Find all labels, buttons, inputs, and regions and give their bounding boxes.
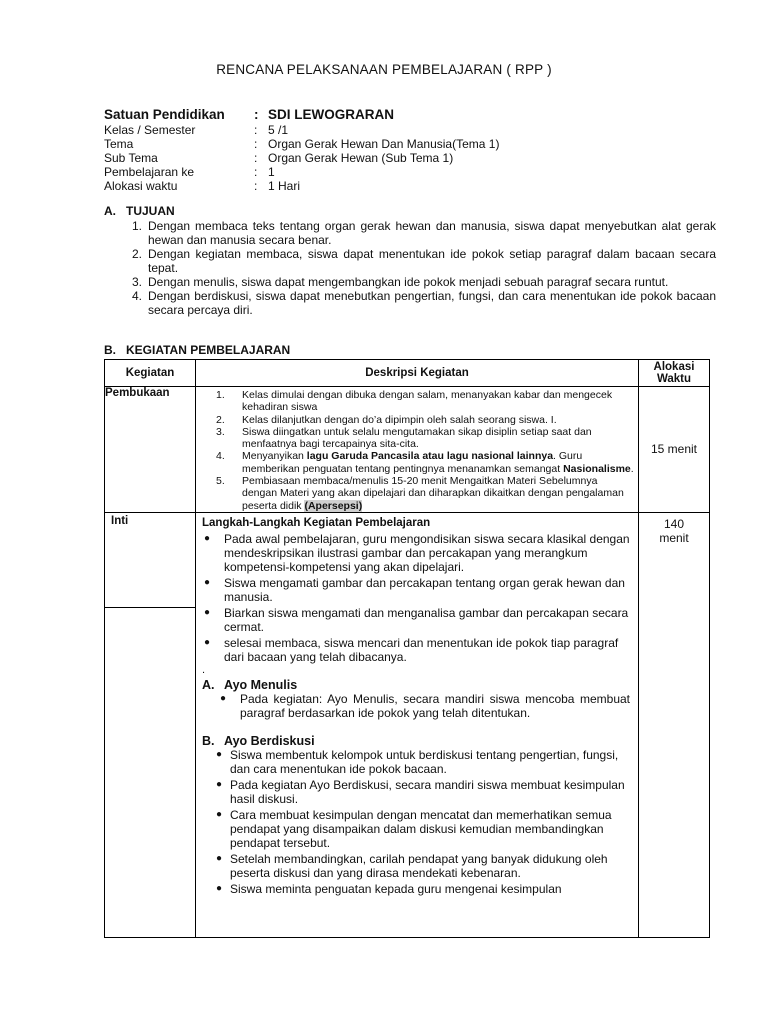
list-item [202, 532, 630, 574]
identity-colon: : [254, 179, 258, 193]
section-title: TUJUAN [126, 204, 175, 218]
section-title: KEGIATAN PEMBELAJARAN [126, 343, 291, 357]
text-run: Menyanyikan [242, 450, 307, 463]
identity-colon: : [254, 165, 258, 179]
list-item [104, 289, 716, 317]
identity-row [104, 137, 499, 151]
bullet-icon: ● [216, 808, 223, 820]
inti-heading: Langkah-Langkah Kegiatan Pembelajaran [202, 516, 431, 529]
stray-dot: . [202, 663, 206, 676]
list-number: 2. [131, 247, 142, 261]
list-item [216, 414, 634, 426]
list-item [202, 808, 630, 850]
list-item [216, 475, 634, 512]
duration-cell: 15 menit [639, 387, 710, 513]
list-text: Kelas dilanjutkan dengan do’a dipimpin oleh salah seorang siswa. I. [242, 413, 557, 426]
table-row-pembukaan [105, 387, 710, 513]
subsection-title: Ayo Menulis [224, 677, 298, 692]
list-item [104, 275, 716, 289]
list-text: Dengan kegiatan membaca, siswa dapat menentukan ide pokok setiap paragraf dalam bacaan secara tepat. [148, 247, 716, 275]
text-run: Pembiasaan membaca/menulis 15-20 menit Mengaitkan Materi Sebelumnya dengan Materi yang akan dipelajari dan diharapkan dikaitkan dengan pengalaman peserta didik [242, 475, 624, 512]
list-number: 5. [216, 475, 225, 488]
list-text: Cara membuat kesimpulan dengan mencatat dan memerhatikan semua pendapat yang disampaikan dalam diskusi kemudian membandingkan pendapat tersebut. [230, 807, 612, 850]
list-text [242, 450, 634, 475]
list-text: Siswa diingatkan untuk selalu mengutamakan sikap disiplin setiap saat dan menfaatnya bagi tercapainya sita-cita. [242, 425, 592, 451]
identity-key: Kelas / Semester [104, 123, 196, 137]
identity-value: Organ Gerak Hewan Dan Manusia(Tema 1) [268, 137, 500, 151]
inti-description [196, 512, 639, 937]
bullet-icon: ● [204, 532, 211, 544]
row-label: Pembukaan [105, 387, 196, 513]
identity-row [104, 123, 499, 137]
list-item [202, 606, 630, 634]
cell-divider [105, 607, 195, 608]
list-number: 3. [131, 275, 142, 289]
list-text: Pada awal pembelajaran, guru mengondisikan siswa secara klasikal dengan mendeskripsikan ilustrasi gambar dan percakapan yang merangkum kompetensi-kompetensi yang akan dipelajari. [224, 531, 630, 574]
identity-colon: : [254, 107, 259, 122]
column-header: Kegiatan [105, 360, 196, 387]
row-label: Inti [111, 514, 129, 527]
identity-key: Satuan Pendidikan [104, 107, 225, 122]
list-number: 4. [216, 450, 225, 463]
column-header: Deskripsi Kegiatan [196, 360, 639, 387]
list-text: Setelah membandingkan, carilah pendapat yang banyak didukung oleh peserta diskusi dan yang dirasa mendekati kebenaran. [230, 851, 608, 880]
subsection-heading [202, 734, 630, 748]
list-text: Kelas dimulai dengan dibuka dengan salam, menanyakan kabar dan mengecek kehadiran siswa [242, 389, 613, 414]
column-header: Alokasi Waktu [639, 360, 710, 387]
row-label-cell [105, 512, 196, 937]
identity-key: Pembelajaran ke [104, 165, 195, 179]
text-run: . Guru memberikan penguatan tentang pentingnya menanamkan semangat [242, 450, 583, 475]
text-run: . [630, 462, 634, 475]
list-item [104, 219, 716, 247]
list-item [216, 426, 634, 451]
identity-block [104, 107, 499, 193]
list-item [202, 692, 630, 720]
identity-colon: : [254, 151, 258, 165]
identity-key: Alokasi waktu [104, 179, 178, 193]
list-item [202, 882, 630, 896]
section-letter: A. [104, 204, 116, 218]
identity-row [104, 179, 499, 193]
kegiatan-table [104, 359, 710, 938]
duration-cell [639, 512, 710, 937]
bullet-icon: ● [220, 692, 227, 704]
list-item [202, 852, 630, 880]
list-item [216, 450, 634, 475]
identity-value: SDI LEWOGRARAN [268, 107, 394, 122]
duration-text: 140 menit [659, 516, 689, 545]
list-text: Dengan membaca teks tentang organ gerak hewan dan manusia, siswa dapat menyebutkan alat gerak hewan dan manusia secara benar. [148, 219, 716, 247]
identity-key: Sub Tema [104, 151, 158, 165]
identity-value: 5 /1 [268, 123, 289, 137]
list-text: Pada kegiatan Ayo Berdiskusi, secara mandiri siswa membuat kesimpulan hasil diskusi. [230, 777, 625, 806]
section-heading-tujuan [104, 204, 175, 218]
list-number: 1. [216, 389, 225, 401]
table-row-inti [105, 512, 710, 937]
identity-row [104, 107, 499, 123]
list-text: Siswa mengamati gambar dan percakapan tentang organ gerak hewan dan manusia. [224, 575, 625, 604]
list-text [242, 475, 634, 512]
list-text: Pada kegiatan: Ayo Menulis, secara mandiri siswa mencoba membuat paragraf berdasarkan ide pokok yang telah ditentukan. [240, 691, 630, 720]
bullet-icon: ● [204, 636, 211, 648]
list-number: 4. [131, 289, 142, 303]
bold-text: lagu Garuda Pancasila atau lagu nasional lainnya [306, 450, 554, 463]
section-heading-kegiatan [104, 343, 290, 357]
pembukaan-description [196, 387, 639, 513]
bold-text: Nasionalisme [563, 462, 631, 475]
list-text: Biarkan siswa mengamati dan menganalisa gambar dan percakapan secara cermat. [224, 605, 629, 634]
list-item [216, 389, 634, 414]
bullet-icon: ● [204, 576, 211, 588]
identity-key: Tema [104, 137, 134, 151]
section-letter: B. [104, 343, 116, 357]
list-number: 3. [216, 425, 225, 438]
bullet-icon: ● [216, 882, 223, 894]
list-text: Siswa meminta penguatan kepada guru mengenai kesimpulan [230, 881, 562, 896]
list-item [202, 778, 630, 806]
list-item [104, 247, 716, 275]
document-title: RENCANA PELAKSANAAN PEMBELAJARAN ( RPP ) [216, 62, 552, 77]
bullet-icon: ● [216, 852, 223, 864]
list-item [202, 636, 630, 664]
list-text: selesai membaca, siswa mencari dan menentukan ide pokok tiap paragraf dari bacaan yang telah dibacanya. [224, 635, 619, 664]
subsection-title: Ayo Berdiskusi [224, 733, 315, 748]
table-header-row [105, 360, 710, 387]
list-text: Dengan menulis, siswa dapat mengembangkan ide pokok menjadi sebuah paragraf secara runtut. [148, 275, 669, 289]
identity-colon: : [254, 123, 258, 137]
list-number: 1. [131, 219, 142, 233]
identity-value: 1 [268, 165, 275, 179]
list-item [202, 748, 630, 776]
list-item [202, 576, 630, 604]
bullet-icon: ● [204, 606, 211, 618]
identity-colon: : [254, 137, 258, 151]
identity-value: 1 Hari [268, 179, 301, 193]
bullet-icon: ● [216, 778, 223, 790]
list-text: Siswa membentuk kelompok untuk berdiskusi tentang pengertian, fungsi, dan cara menentukan ide pokok bacaan. [230, 747, 619, 776]
subsection-letter: B. [202, 733, 215, 748]
identity-row [104, 165, 499, 179]
identity-row [104, 151, 499, 165]
highlighted-text: (Apersepsi) [304, 499, 363, 512]
subsection-heading [202, 678, 630, 692]
identity-value: Organ Gerak Hewan (Sub Tema 1) [268, 151, 454, 165]
tujuan-list [104, 219, 716, 317]
list-number: 2. [216, 413, 225, 426]
bullet-icon: ● [216, 748, 223, 760]
list-text: Dengan berdiskusi, siswa dapat menebutkan pengertian, fungsi, dan cara menentukan ide pokok bacaan secara percaya diri. [148, 289, 716, 317]
subsection-letter: A. [202, 677, 215, 692]
